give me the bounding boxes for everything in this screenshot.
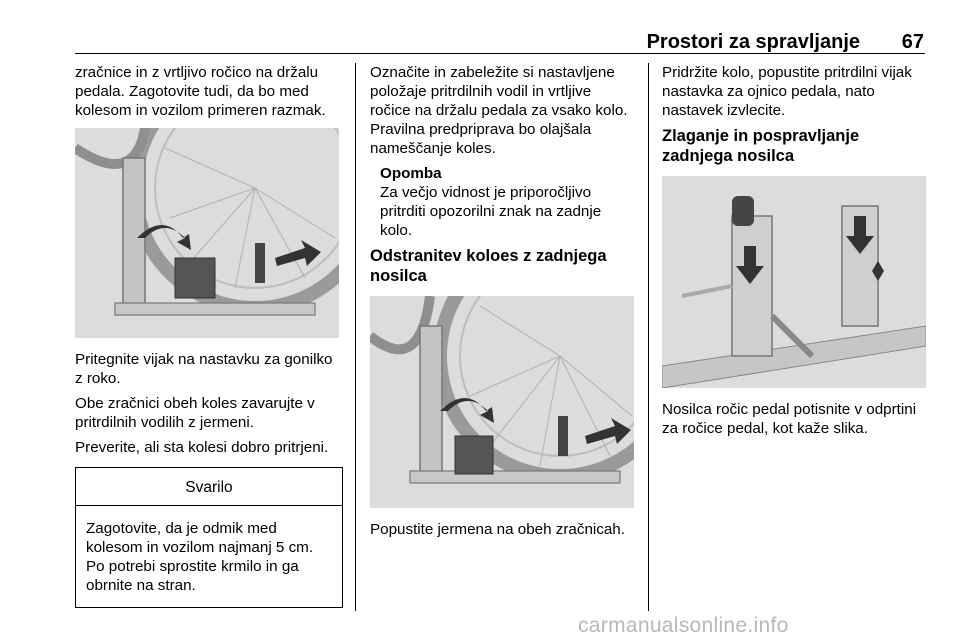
col2-paragraph-1: Označite in zabeležite si nastavljene položaje pritrdilnih vodil in vrtljive ročice na držalu pedala za vsako kolo. Pravilna predpriprava bo olajšala nameščanje koles. (370, 64, 628, 157)
col1-paragraph-1: Pritegnite vijak na nastavku za gonilko z roko. (75, 351, 333, 387)
warning-body: Zagotovite, da je odmik med kolesom in vozilom najmanj 5 cm. Po potrebi sprostite krmilo in ga obrnite na stran. (86, 520, 314, 594)
warning-title: Svarilo (76, 468, 342, 506)
col1-paragraph-2: Obe zračnici obeh koles zavarujte v pritrdilnih vodilih z jermeni. (75, 395, 315, 431)
illustration-pedal-holder (75, 128, 339, 338)
warning-box (75, 467, 343, 608)
note (380, 164, 634, 240)
illustration-strap-release (370, 296, 634, 508)
col1-intro: zračnice in z vrtljivo ročico na držalu pedala. Zagotovite tudi, da bo med kolesom in vozilom primeren razmak. (75, 64, 326, 119)
page-header-title: Prostori za spravljanje (646, 31, 860, 53)
header-rule (75, 53, 925, 54)
note-body: Za večjo vidnost je priporočljivo pritrditi opozorilni znak na zadnje kolo. (380, 184, 602, 239)
col1-paragraph-3: Preverite, ali sta kolesi dobro pritrjeni. (75, 439, 329, 456)
watermark: carmanualsonline.info (578, 614, 789, 637)
col3-paragraph-1: Pridržite kolo, popustite pritrdilni vijak nastavka za ojnico pedala, nato nastavek izvlecite. (662, 64, 912, 119)
section-heading-folding: Zlaganje in pospravljanje zadnjega nosilca (662, 127, 860, 165)
column-3 (662, 63, 930, 444)
col3-paragraph-2: Nosilca ročic pedal potisnite v odprtini za ročice pedal, kot kaže slika. (662, 401, 917, 437)
note-title: Opomba (380, 165, 442, 182)
column-divider-1 (355, 63, 356, 611)
page-number: 67 (901, 31, 924, 53)
col2-paragraph-2: Popustite jermena na obeh zračnicah. (370, 521, 625, 538)
column-1 (75, 63, 343, 608)
section-heading-removal: Odstranitev koloes z zadnjega nosilca (370, 247, 607, 285)
column-2 (370, 63, 634, 545)
illustration-folding-carrier (662, 176, 926, 388)
column-divider-2 (648, 63, 649, 611)
